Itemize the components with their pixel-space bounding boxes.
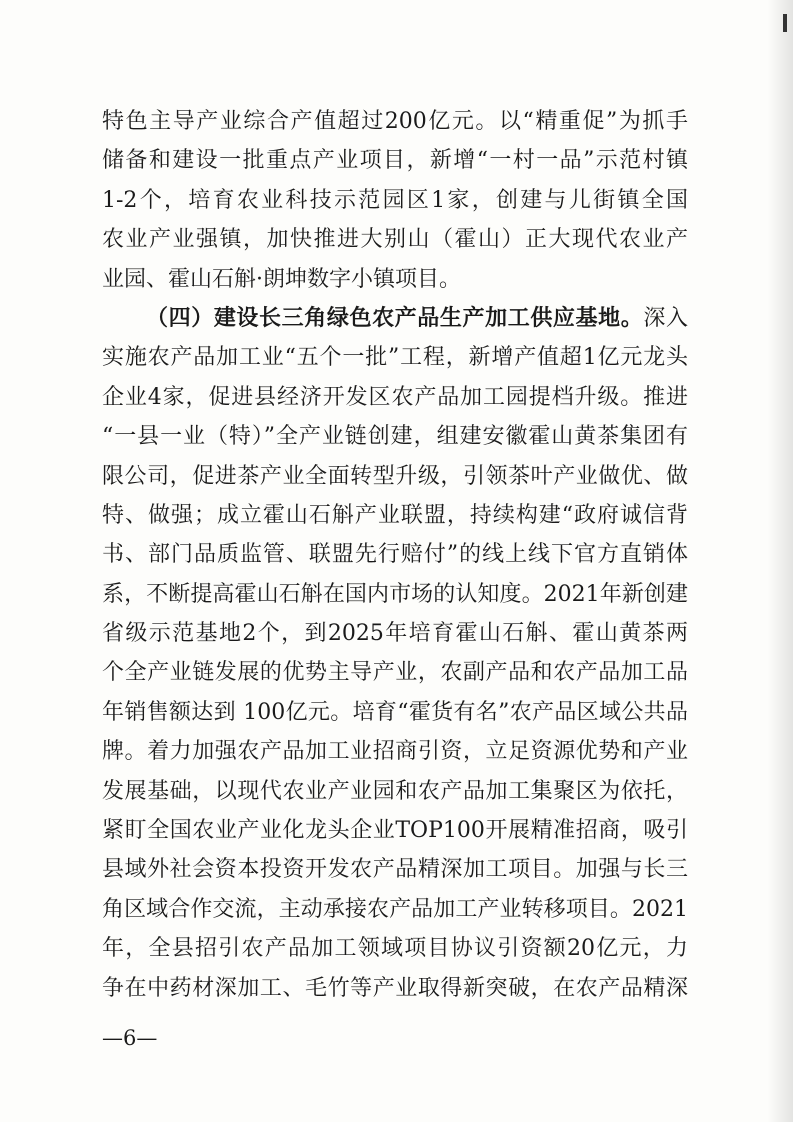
text-line (102, 693, 688, 732)
text-line (102, 102, 688, 141)
text-run: 1-2个，培育农业科技示范园区1家，创建与儿街镇全国 (102, 187, 688, 213)
text-line (102, 732, 688, 771)
scan-mark (783, 14, 787, 32)
text-line (102, 141, 688, 180)
text-run: 年，全县招引农产品加工领域项目协议引资额20亿元，力 (102, 936, 688, 962)
text-line (102, 575, 688, 614)
text-run: 农业产业强镇，加快推进大别山（霍山）正大现代农业产 (102, 227, 688, 253)
text-run: 储备和建设一批重点产业项目，新增“一村一品”示范村镇 (102, 148, 688, 174)
text-run: 县域外社会资本投资开发农产品精深加工项目。加强与长三 (102, 857, 688, 883)
text-run: 发展基础，以现代农业产业园和农产品加工集聚区为依托， (102, 778, 688, 804)
text-run: 个全产业链发展的优势主导产业，农副产品和农产品加工品 (102, 660, 688, 686)
text-line (102, 260, 688, 299)
text-run: 书、部门品质监管、联盟先行赔付”的线上线下官方直销体 (102, 542, 688, 568)
text-run: “一县一业（特）”全产业链创建，组建安徽霍山黄茶集团有 (102, 424, 688, 450)
text-run: 角区域合作交流，主动承接农产品加工产业转移项目。2021 (102, 896, 688, 922)
text-line (102, 772, 688, 811)
text-run: 实施农产品加工业“五个一批”工程，新增产值超1亿元龙头 (102, 345, 688, 371)
text-run: 限公司，促进茶产业全面转型升级，引领茶叶产业做优、做 (102, 463, 688, 489)
text-line (102, 220, 688, 259)
text-run: 紧盯全国农业产业化龙头企业TOP100开展精准招商，吸引 (102, 818, 688, 844)
text-run: 特、做强；成立霍山石斛产业联盟，持续构建“政府诚信背 (102, 502, 688, 528)
text-line (102, 811, 688, 850)
text-run: 争在中药材深加工、毛竹等产业取得新突破，在农产品精深 (102, 975, 688, 1001)
text-run: 企业4家，促进县经济开发区农产品加工园提档升级。推进 (102, 384, 688, 410)
body-text (102, 102, 688, 1008)
text-line (102, 653, 688, 692)
text-line (102, 378, 688, 417)
text-run: 牌。着力加强农产品加工业招商引资，立足资源优势和产业 (102, 739, 688, 765)
section-heading: （四）建设长三角绿色农产品生产加工供应基地。 (146, 304, 644, 331)
text-run: 特色主导产业综合产值超过200亿元。以“精重促”为抓手 (102, 109, 688, 134)
text-line (102, 890, 688, 929)
text-run: 深入 (643, 305, 688, 331)
text-line (102, 457, 688, 496)
text-line (102, 535, 688, 574)
text-line (102, 969, 688, 1008)
text-line (102, 417, 688, 456)
text-line (102, 299, 688, 338)
text-line (102, 614, 688, 653)
text-run: 业园、霍山石斛·朗坤数字小镇项目。 (102, 266, 461, 292)
text-run: 年销售额达到 100亿元。培育“霍货有名”农产品区域公共品 (102, 699, 688, 725)
scan-edge-shadow (767, 0, 793, 1122)
text-line (102, 850, 688, 889)
text-line (102, 181, 688, 220)
text-run: 省级示范基地2个，到2025年培育霍山石斛、霍山黄茶两 (102, 621, 688, 647)
text-line (102, 929, 688, 968)
text-line (102, 338, 688, 377)
page-number: —6— (102, 1026, 158, 1050)
text-run: 系，不断提高霍山石斛在国内市场的认知度。2021年新创建 (102, 581, 688, 607)
text-line (102, 496, 688, 535)
